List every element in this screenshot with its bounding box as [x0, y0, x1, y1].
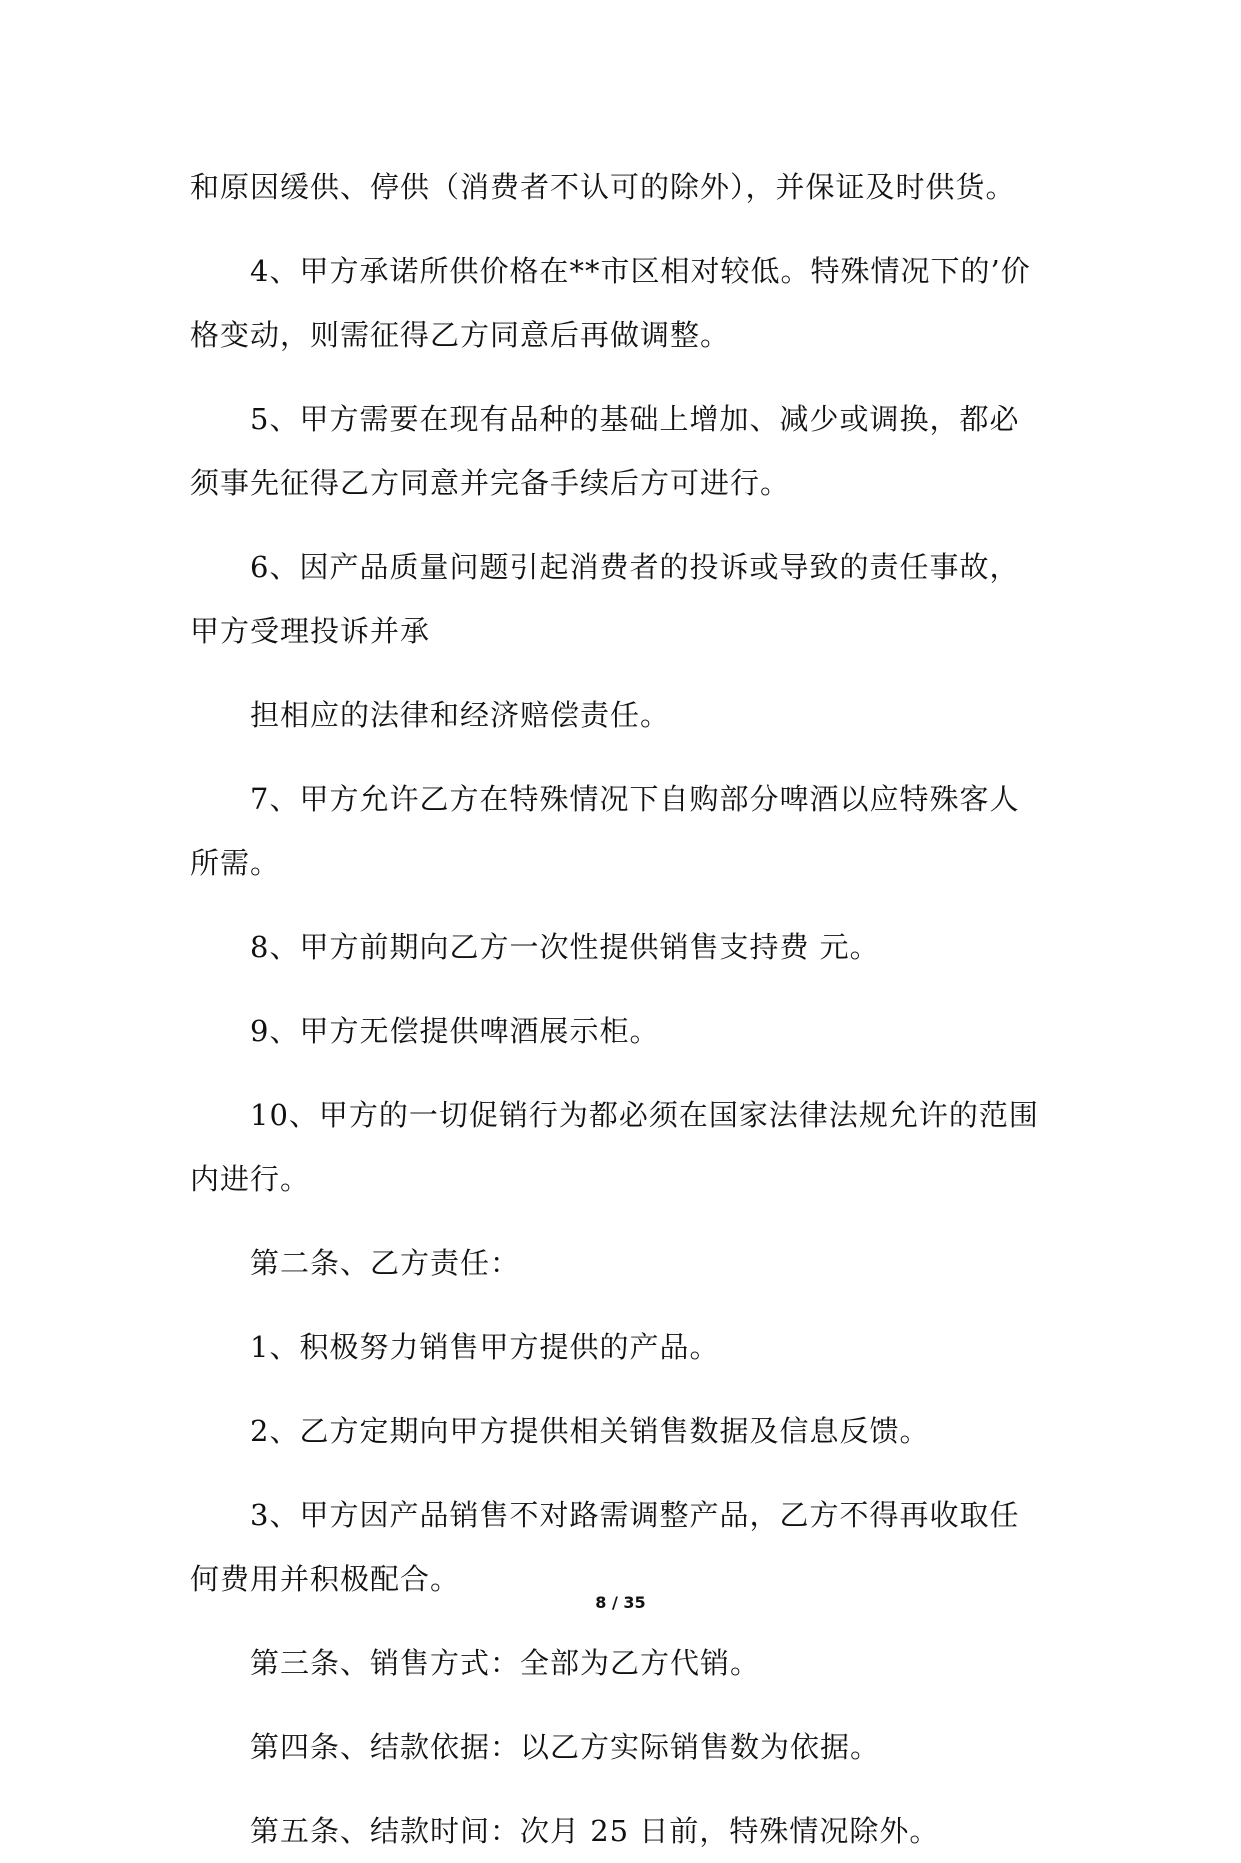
paragraph-line: 4、甲方承诺所供价格在**市区相对较低。特殊情况下的’价 [250, 254, 1031, 288]
paragraph-line: 所需。 [190, 846, 281, 880]
section-heading: 第五条、结款时间：次月 25 日前，特殊情况除外。 [250, 1814, 940, 1848]
paragraph-line: 7、甲方允许乙方在特殊情况下自购部分啤酒以应特殊客人 [250, 782, 1020, 816]
section-heading: 第三条、销售方式：全部为乙方代销。 [250, 1646, 761, 1680]
paragraph-line: 何费用并积极配合。 [190, 1562, 461, 1596]
paragraph-line: 8、甲方前期向乙方一次性提供销售支持费 元。 [250, 930, 880, 964]
paragraph-line: 5、甲方需要在现有品种的基础上增加、减少或调换，都必 [250, 402, 1020, 436]
paragraph-line: 和原因缓供、停供（消费者不认可的除外），并保证及时供货。 [190, 170, 1016, 204]
paragraph-line: 6、因产品质量问题引起消费者的投诉或导致的责任事故， [250, 550, 1020, 584]
paragraph-line: 内进行。 [190, 1162, 311, 1196]
paragraph-line: 甲方受理投诉并承 [190, 614, 431, 648]
paragraph-line: 格变动，则需征得乙方同意后再做调整。 [190, 318, 731, 352]
paragraph-line: 3、甲方因产品销售不对路需调整产品，乙方不得再收取任 [250, 1498, 1020, 1532]
page-number: 8 / 35 [595, 1593, 646, 1612]
paragraph-line: 2、乙方定期向甲方提供相关销售数据及信息反馈。 [250, 1414, 930, 1448]
paragraph-line: 9、甲方无偿提供啤酒展示柜。 [250, 1014, 660, 1048]
paragraph-line: 须事先征得乙方同意并完备手续后方可进行。 [190, 466, 791, 500]
paragraph-line: 10、甲方的一切促销行为都必须在国家法律法规允许的范围 [250, 1098, 1039, 1132]
section-heading: 第四条、结款依据：以乙方实际销售数为依据。 [250, 1730, 881, 1764]
section-heading: 第二条、乙方责任： [250, 1246, 521, 1280]
paragraph-line: 1、积极努力销售甲方提供的产品。 [250, 1330, 720, 1364]
paragraph-line: 担相应的法律和经济赔偿责任。 [250, 698, 671, 732]
